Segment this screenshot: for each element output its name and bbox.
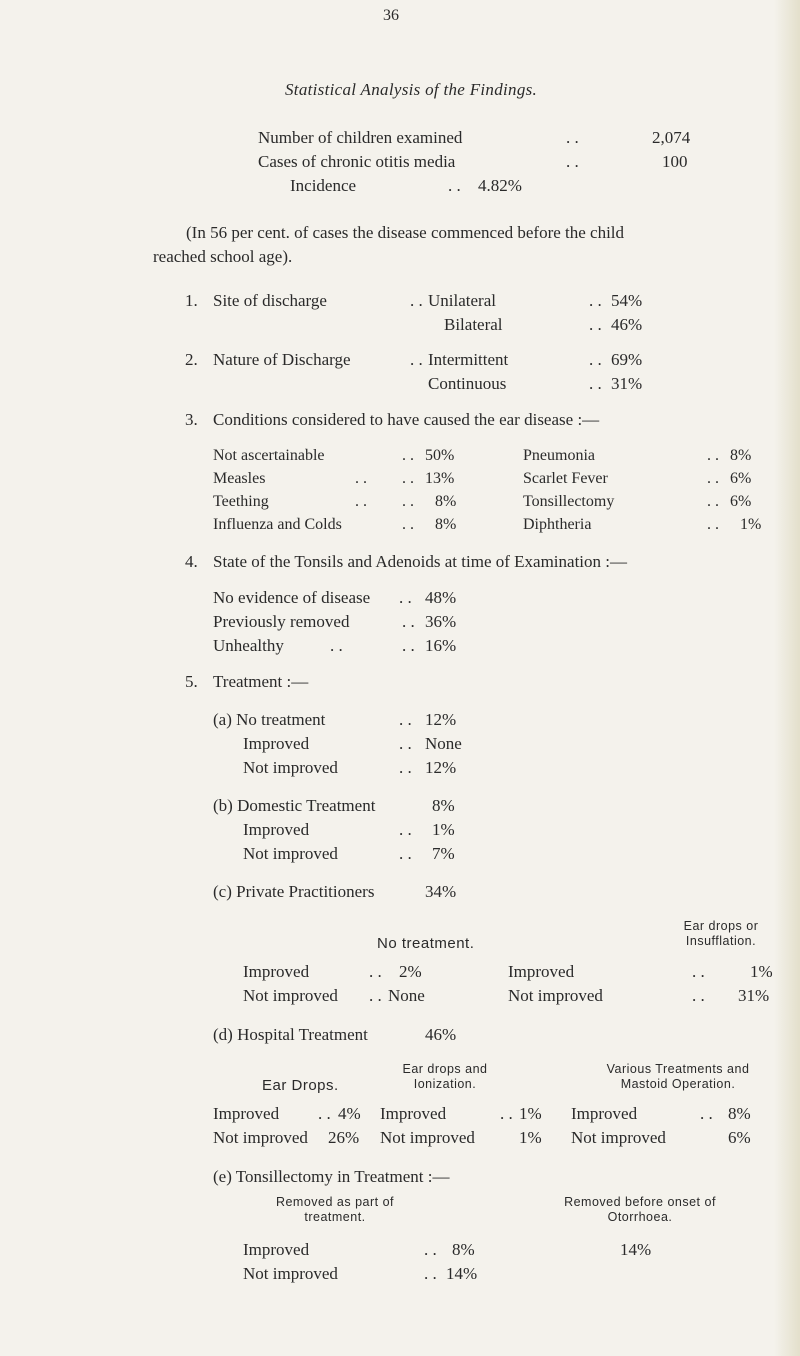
ear-drops-header: Ear Drops.	[262, 1077, 339, 1094]
treatment-c-value: 34%	[425, 882, 457, 901]
leader-dots: . .	[692, 962, 705, 981]
section-number: 3.	[185, 410, 198, 429]
cause-value: 50%	[425, 447, 455, 464]
cause-label: Pneumonia	[523, 447, 595, 464]
tonsil-state-value: 48%	[425, 588, 457, 607]
continuous-label: Continuous	[428, 374, 507, 393]
treatment-d-value: 46%	[425, 1025, 457, 1044]
pp-no-treatment-not-improved: None	[388, 986, 425, 1005]
leader-dots: . .	[402, 636, 415, 655]
treatment-b-not-improved: 7%	[432, 844, 455, 863]
improved-label: Improved	[243, 962, 310, 981]
improved-label: Improved	[243, 820, 310, 839]
leader-dots: . .	[402, 447, 414, 464]
removed-before-onset-header: Removed before onset of Otorrhoea.	[564, 1195, 716, 1224]
leader-dots: . .	[402, 516, 414, 533]
treatment-b-value: 8%	[432, 796, 455, 815]
cause-label: Teething	[213, 493, 269, 510]
leader-dots: . .	[566, 128, 579, 147]
tonsil-state-label: Unhealthy	[213, 636, 284, 655]
cause-label: Diphtheria	[523, 516, 592, 533]
hosp-various-improved: 8%	[728, 1104, 751, 1123]
treatment-c-title: (c) Private Practitioners	[213, 882, 375, 901]
not-improved-label: Not improved	[380, 1128, 475, 1147]
unilateral-value: 54%	[611, 291, 643, 310]
section-number: 4.	[185, 552, 198, 571]
cause-value: 6%	[730, 493, 752, 510]
tonsil-state-label: No evidence of disease	[213, 588, 371, 607]
leader-dots: . .	[707, 470, 719, 487]
treatment-d-title: (d) Hospital Treatment	[213, 1025, 368, 1044]
leader-dots: . .	[589, 315, 602, 334]
bilateral-value: 46%	[611, 315, 643, 334]
not-improved-label: Not improved	[508, 986, 603, 1005]
tonsil-state-label: Previously removed	[213, 612, 350, 631]
leader-dots: . .	[424, 1240, 437, 1259]
leader-dots: . .	[399, 820, 412, 839]
conditions-heading: Conditions considered to have caused the ear disease :—	[213, 410, 600, 429]
cause-label: Tonsillectomy	[523, 493, 615, 510]
hosp-ear-drops-improved: 4%	[338, 1104, 361, 1123]
tonsil-state-value: 36%	[425, 612, 457, 631]
ear-drops-ionization-header: Ear drops and Ionization.	[402, 1062, 488, 1091]
improved-label: Improved	[213, 1104, 280, 1123]
leader-dots: . .	[402, 612, 415, 631]
children-examined-value: 2,074	[652, 128, 691, 147]
cause-value: 13%	[425, 470, 455, 487]
page-number: 36	[383, 7, 399, 24]
leader-dots: . .	[589, 291, 602, 310]
incidence-value: 4.82%	[478, 176, 522, 195]
site-of-discharge-label: Site of discharge	[213, 291, 327, 310]
intermittent-value: 69%	[611, 350, 643, 369]
cause-value: 8%	[435, 516, 457, 533]
various-treatments-header: Various Treatments and Mastoid Operation.	[606, 1062, 750, 1091]
cause-value: 8%	[435, 493, 457, 510]
continuous-value: 31%	[611, 374, 643, 393]
leader-dots: . .	[707, 516, 719, 533]
cause-value: 1%	[740, 516, 762, 533]
section-number: 2.	[185, 350, 198, 369]
hosp-ionization-improved: 1%	[519, 1104, 542, 1123]
incidence-label: Incidence	[290, 176, 357, 195]
improved-label: Improved	[243, 1240, 310, 1259]
cause-label: Not ascertainable	[213, 447, 325, 464]
removed-as-part-header: Removed as part of treatment.	[275, 1195, 395, 1224]
leader-dots: . .	[399, 710, 412, 729]
leader-dots: . .	[399, 734, 412, 753]
improved-label: Improved	[508, 962, 575, 981]
cause-label: Measles	[213, 470, 266, 487]
leader-dots: . .	[700, 1104, 713, 1123]
treatment-a-not-improved: 12%	[425, 758, 457, 777]
no-treatment-header: No treatment.	[377, 935, 475, 952]
leader-dots: . .	[707, 447, 719, 464]
tonsillectomy-part-not-improved: 14%	[446, 1264, 478, 1283]
leader-dots: . .	[448, 176, 461, 195]
leader-dots: . .	[424, 1264, 437, 1283]
leader-dots: . .	[410, 350, 423, 369]
intermittent-label: Intermittent	[428, 350, 509, 369]
ear-drops-insufflation-header: Ear drops or Insufflation.	[683, 919, 759, 948]
pp-ear-drops-improved: 1%	[750, 962, 773, 981]
leader-dots: . .	[410, 291, 423, 310]
hosp-various-not-improved: 6%	[728, 1128, 751, 1147]
tonsils-heading: State of the Tonsils and Adenoids at time of Examination :—	[213, 552, 627, 571]
leader-dots: . .	[692, 986, 705, 1005]
leader-dots: . .	[369, 986, 382, 1005]
tonsillectomy-before-onset-value: 14%	[620, 1240, 652, 1259]
cause-label: Scarlet Fever	[523, 470, 608, 487]
tonsillectomy-part-improved: 8%	[452, 1240, 475, 1259]
not-improved-label: Not improved	[243, 844, 338, 863]
hosp-ear-drops-not-improved: 26%	[328, 1128, 360, 1147]
treatment-b-title: (b) Domestic Treatment	[213, 796, 376, 815]
cause-label: Influenza and Colds	[213, 516, 342, 533]
leader-dots: . .	[399, 758, 412, 777]
not-improved-label: Not improved	[243, 986, 338, 1005]
treatment-a-value: 12%	[425, 710, 457, 729]
pp-ear-drops-not-improved: 31%	[738, 986, 770, 1005]
leader-dots: . .	[566, 152, 579, 171]
leader-dots: . .	[402, 470, 414, 487]
leader-dots: . .	[589, 350, 602, 369]
leader-dots: . .	[399, 588, 412, 607]
leader-dots: . .	[355, 470, 367, 487]
not-improved-label: Not improved	[571, 1128, 666, 1147]
tonsil-state-value: 16%	[425, 636, 457, 655]
leader-dots: . .	[369, 962, 382, 981]
leader-dots: . .	[355, 493, 367, 510]
bilateral-label: Bilateral	[444, 315, 503, 334]
leader-dots: . .	[318, 1104, 331, 1123]
leader-dots: . .	[500, 1104, 513, 1123]
leader-dots: . .	[707, 493, 719, 510]
leader-dots: . .	[402, 493, 414, 510]
unilateral-label: Unilateral	[428, 291, 496, 310]
cause-value: 6%	[730, 470, 752, 487]
improved-label: Improved	[380, 1104, 447, 1123]
leader-dots: . .	[330, 636, 343, 655]
page-edge-shading	[774, 0, 800, 1356]
leader-dots: . .	[589, 374, 602, 393]
children-examined-label: Number of children examined	[258, 128, 463, 147]
improved-label: Improved	[571, 1104, 638, 1123]
treatment-e-title: (e) Tonsillectomy in Treatment :—	[213, 1167, 450, 1186]
treatment-a-improved: None	[425, 734, 462, 753]
not-improved-label: Not improved	[213, 1128, 308, 1147]
cause-value: 8%	[730, 447, 752, 464]
not-improved-label: Not improved	[243, 758, 338, 777]
chronic-cases-label: Cases of chronic otitis media	[258, 152, 456, 171]
section-number: 1.	[185, 291, 198, 310]
treatment-b-improved: 1%	[432, 820, 455, 839]
section-number: 5.	[185, 672, 198, 691]
treatment-heading: Treatment :—	[213, 672, 309, 691]
pp-no-treatment-improved: 2%	[399, 962, 422, 981]
hosp-ionization-not-improved: 1%	[519, 1128, 542, 1147]
improved-label: Improved	[243, 734, 310, 753]
page-title: Statistical Analysis of the Findings.	[285, 80, 538, 99]
chronic-cases-value: 100	[662, 152, 688, 171]
leader-dots: . .	[399, 844, 412, 863]
note-line-1: (In 56 per cent. of cases the disease commenced before the child	[186, 223, 625, 242]
note-line-2: reached school age).	[153, 247, 293, 266]
nature-of-discharge-label: Nature of Discharge	[213, 350, 351, 369]
treatment-a-title: (a) No treatment	[213, 710, 326, 729]
not-improved-label: Not improved	[243, 1264, 338, 1283]
